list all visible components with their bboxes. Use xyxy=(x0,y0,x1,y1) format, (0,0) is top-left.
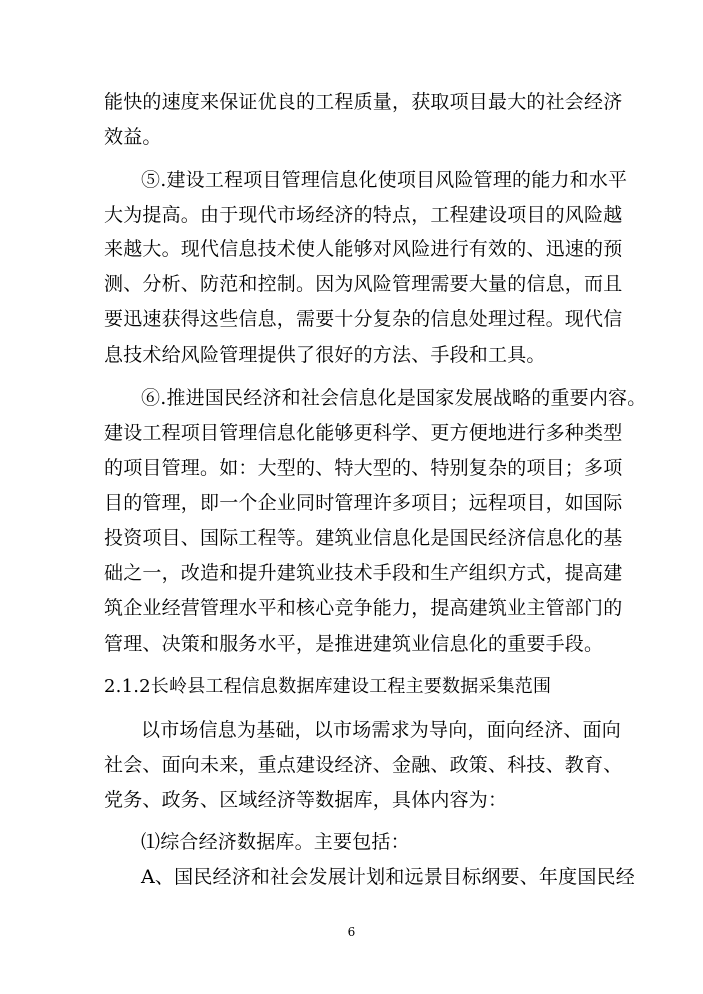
text-line-10: 建设工程项目管理信息化能够更科学、更方便地进行多种类型 xyxy=(104,422,623,444)
text-line-21: ⑴综合经济数据库。主要包括： xyxy=(141,831,410,853)
text-line-1: 能快的速度来保证优良的工程质量，获取项目最大的社会经济 xyxy=(104,91,623,113)
text-line-7: 要迅速获得这些信息，需要十分复杂的信息处理过程。现代信 xyxy=(104,308,623,330)
text-line-18: 以市场信息为基础，以市场需求为导向，面向经济、面向 xyxy=(141,719,622,741)
text-line-19: 社会、面向未来，重点建设经济、金融、政策、科技、教育、 xyxy=(104,754,623,776)
text-line-15: 筑企业经营管理水平和核心竞争能力，提高建筑业主管部门的 xyxy=(104,597,623,619)
text-line-16: 管理、决策和服务水平，是推进建筑业信息化的重要手段。 xyxy=(104,633,604,655)
text-line-6: 测、分析、防范和控制。因为风险管理需要大量的信息，而且 xyxy=(104,273,623,295)
text-line-12: 目的管理，即一个企业同时管理许多项目；远程项目，如国际 xyxy=(104,492,623,514)
text-line-13: 投资项目、国际工程等。建筑业信息化是国民经济信息化的基 xyxy=(104,527,623,549)
text-line-3: ⑤.建设工程项目管理信息化使项目风险管理的能力和水平 xyxy=(141,169,628,191)
text-line-9: ⑥.推进国民经济和社会信息化是国家发展战略的重要内容。 xyxy=(141,387,647,409)
text-line-20: 党务、政务、区域经济等数据库，具体内容为： xyxy=(104,789,508,811)
text-line-4: 大为提高。由于现代市场经济的特点，工程建设项目的风险越 xyxy=(104,204,623,226)
text-line-11: 的项目管理。如：大型的、特大型的、特别复杂的项目；多项 xyxy=(104,457,623,479)
text-line-8: 息技术给风险管理提供了很好的方法、手段和工具。 xyxy=(104,344,546,366)
page-number: 6 xyxy=(347,925,356,939)
text-line-14: 础之一，改造和提升建筑业技术手段和生产组织方式，提高建 xyxy=(104,562,623,584)
text-line-2: 效益。 xyxy=(104,126,162,148)
text-line-22: A、国民经济和社会发展计划和远景目标纲要、年度国民经 xyxy=(141,866,635,888)
text-line-5: 来越大。现代信息技术使人能够对风险进行有效的、迅速的预 xyxy=(104,238,623,260)
section-heading: 2.1.2长岭县工程信息数据库建设工程主要数据采集范围 xyxy=(104,676,552,697)
